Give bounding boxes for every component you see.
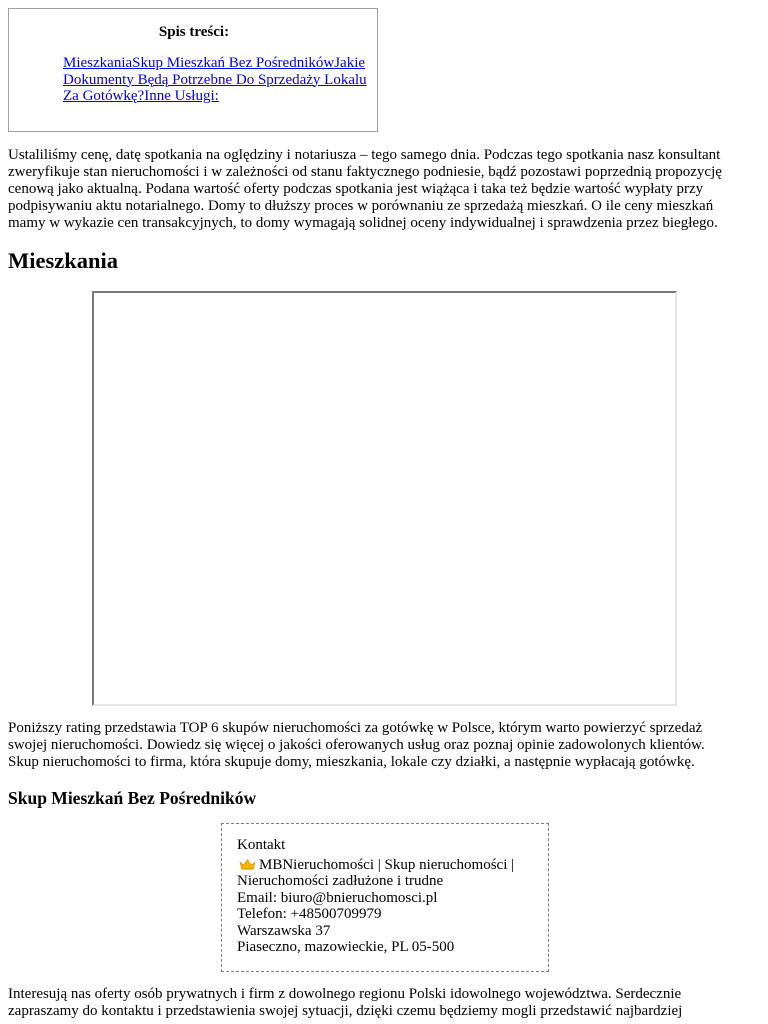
closing-line: zapraszamy do kontaktu i przedstawienia swojej sytuacji, dzięki czemu będziemy mogli przedstawić najbardziej	[8, 1003, 683, 1019]
table-of-contents	[8, 8, 378, 132]
contact-street: Warszawska 37	[237, 922, 331, 939]
contact-company-name: MBNieruchomości | Skup nieruchomości |	[259, 856, 515, 873]
contact-company-line	[237, 857, 537, 874]
rating-line: swojej nieruchomości. Dowiedz się więcej o jakości oferowanych usług oraz poznaj opinie zadowolonych klientów.	[8, 737, 705, 753]
contact-email: Email: biuro@bnieruchomosci.pl	[237, 889, 438, 906]
intro-line: cenową jako aktualną. Podana wartość oferty podczas spotkania jest wiążąca i taka też będzie wartość wypłaty przy	[8, 181, 704, 197]
toc-link-skup-mieszkan[interactable]: Skup Mieszkań Bez Pośredników	[132, 55, 335, 71]
contact-details	[237, 837, 537, 956]
toc-link-inne-uslugi[interactable]: Inne Usługi:	[144, 88, 219, 104]
subheading-skup-mieszkan: Skup Mieszkań Bez Pośredników	[8, 788, 257, 808]
contact-city: Piaseczno, mazowieckie, PL 05-500	[237, 939, 455, 955]
contact-box	[221, 823, 549, 972]
toc-title: Spis treści:	[158, 24, 230, 40]
rating-line: Poniższy rating przedstawia TOP 6 skupów nieruchomości za gotówkę w Polsce, którym warto powierzyć sprzedaż	[8, 720, 703, 736]
closing-paragraph	[8, 986, 760, 1020]
rating-paragraph	[8, 720, 760, 771]
contact-company-line2: Nieruchomości zadłużone i trudne	[237, 873, 444, 889]
toc-link-dokumenty[interactable]: Jakie Dokumenty Będą Potrzebne Do Sprzedaży Lokalu Za Gotówkę?	[63, 55, 367, 104]
rating-line: Skup nieruchomości to firma, która skupuje domy, mieszkania, lokale czy działki, a następnie wypłacają gotówkę.	[8, 754, 695, 770]
closing-line: Interesują nas oferty osób prywatnych i firm z dowolnego regionu Polski idowolnego województwa. Serdecznie	[8, 986, 682, 1002]
intro-line: podpisywaniu aktu notarialnego. Domy to dłuższy proces w porównaniu ze sprzedażą mieszkań. O ile ceny mieszkań	[8, 198, 714, 214]
embedded-frame[interactable]	[92, 291, 677, 706]
toc-links	[63, 55, 368, 105]
crown-icon	[239, 858, 256, 870]
contact-phone: Telefon: +48500709979	[237, 906, 382, 922]
contact-title: Kontakt	[237, 837, 286, 853]
intro-line: zweryfikuje stan nieruchomości i w zależności od stanu faktycznego podniesie, bądź pozostawi poprzednią propozycję	[8, 164, 722, 180]
toc-link-mieszkania[interactable]: Mieszkania	[63, 55, 133, 71]
intro-paragraph	[8, 147, 760, 232]
section-heading-mieszkania: Mieszkania	[8, 248, 118, 273]
intro-line: mamy w wykazie cen transakcyjnych, to domy wymagają solidnej oceny indywidualnej i sprawdzenia przez biegłego.	[8, 215, 718, 231]
intro-line: Ustaliliśmy cenę, datę spotkania na oględziny i notariusza – tego samego dnia. Podczas tego spotkania nasz konsultant	[8, 147, 721, 163]
